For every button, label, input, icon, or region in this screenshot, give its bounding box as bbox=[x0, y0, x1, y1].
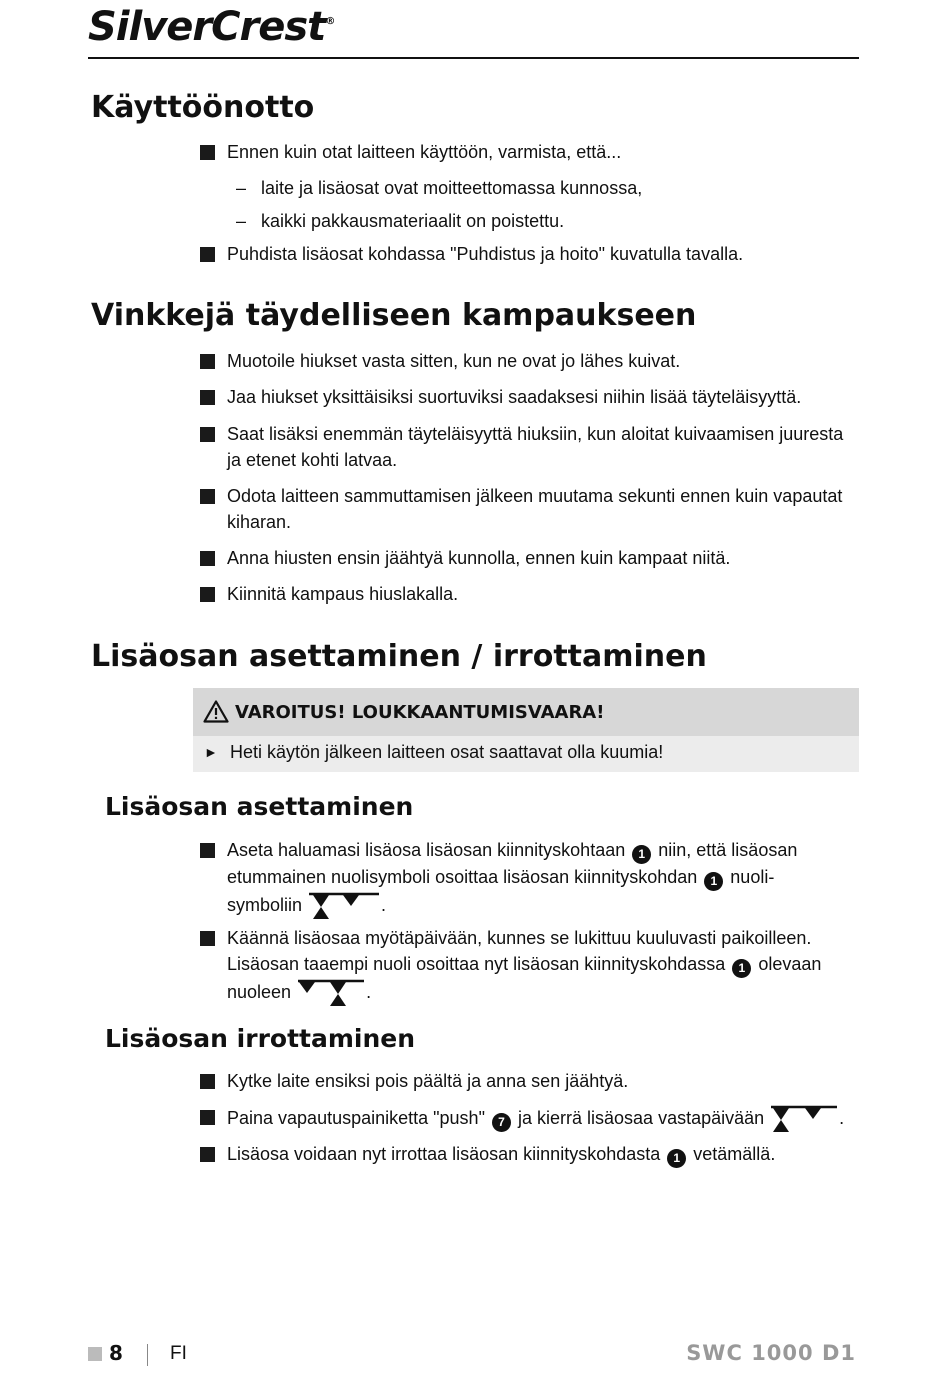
section-title-kayttoonotto: Käyttöönotto bbox=[91, 90, 315, 125]
bullet-square-icon bbox=[200, 843, 215, 858]
list-item: Jaa hiukset yksittäisiksi suortuviksi saadaksesi niihin lisää täyteläisyyttä. bbox=[200, 384, 862, 410]
dash-item: – laite ja lisäosat ovat moitteettomassa kunnossa, bbox=[236, 178, 643, 198]
language-code: FI bbox=[170, 1343, 187, 1364]
ref-number-badge: 1 bbox=[704, 872, 723, 891]
bullet-square-icon bbox=[200, 489, 215, 504]
footer-divider bbox=[147, 1344, 148, 1366]
bullet-square-icon bbox=[200, 1074, 215, 1089]
list-item: Kytke laite ensiksi pois päältä ja anna sen jäähtyä. bbox=[200, 1068, 862, 1094]
list-item: Lisäosa voidaan nyt irrottaa lisäosan kiinnityskohdasta 1 vetämällä. bbox=[200, 1141, 862, 1168]
list-item: Käännä lisäosaa myötäpäivään, kunnes se lukittuu kuuluvasti paikoilleen. Lisäosan taaempi nuoli osoittaa nyt lisäosan kiinnityskohdassa 1 olevaan nuoleen . bbox=[200, 925, 862, 1010]
list-item: Paina vapautuspainiketta "push" 7 ja kierrä lisäosaa vastapäivään . bbox=[200, 1104, 862, 1136]
bullet-square-icon bbox=[200, 551, 215, 566]
bullet-square-icon bbox=[200, 354, 215, 369]
bullet-square-icon bbox=[200, 1110, 215, 1125]
list-item: Saat lisäksi enemmän täyteläisyyttä hiuksiin, kun aloitat kuivaamisen juuresta ja etenet kohti latvaa. bbox=[200, 421, 862, 473]
section-title-lisaosan: Lisäosan asettaminen / irrottaminen bbox=[91, 639, 707, 674]
list-item: Puhdista lisäosat kohdassa "Puhdistus ja hoito" kuvatulla tavalla. bbox=[200, 241, 862, 267]
arrow-symbol-icon bbox=[298, 978, 366, 1010]
bullet-square-icon bbox=[200, 587, 215, 602]
ref-number-badge: 1 bbox=[667, 1149, 686, 1168]
ref-number-badge: 7 bbox=[492, 1113, 511, 1132]
list-item: Kiinnitä kampaus hiuslakalla. bbox=[200, 581, 862, 607]
list-item: Ennen kuin otat laitteen käyttöön, varmista, että... bbox=[200, 139, 862, 165]
model-number: SWC 1000 D1 bbox=[686, 1341, 856, 1365]
warning-triangle-icon bbox=[203, 700, 229, 723]
arrow-symbol-icon bbox=[309, 891, 381, 923]
bullet-square-icon bbox=[200, 247, 215, 262]
section-title-vinkkeja: Vinkkejä täydelliseen kampaukseen bbox=[91, 298, 697, 333]
footer-square-icon bbox=[88, 1347, 102, 1361]
dash-item: – kaikki pakkausmateriaalit on poistettu. bbox=[236, 211, 565, 231]
list-item: Muotoile hiukset vasta sitten, kun ne ovat jo lähes kuivat. bbox=[200, 348, 862, 374]
list-item: Anna hiusten ensin jäähtyä kunnolla, ennen kuin kampaat niitä. bbox=[200, 545, 862, 571]
warning-body: ► Heti käytön jälkeen laitteen osat saattavat olla kuumia! bbox=[193, 736, 859, 772]
list-item: Odota laitteen sammuttamisen jälkeen muutama sekunti ennen kuin vapautat kiharan. bbox=[200, 483, 862, 535]
bullet-square-icon bbox=[200, 145, 215, 160]
bullet-square-icon bbox=[200, 390, 215, 405]
ref-number-badge: 1 bbox=[732, 959, 751, 978]
warning-header: VAROITUS! LOUKKAANTUMISVAARA! bbox=[193, 688, 859, 736]
brand-logo: SilverCrest® bbox=[88, 4, 335, 50]
bullet-square-icon bbox=[200, 427, 215, 442]
bullet-square-icon bbox=[200, 1147, 215, 1162]
list-item: Aseta haluamasi lisäosa lisäosan kiinnityskohtaan 1 niin, että lisäosan etummainen nuolisymboli osoittaa lisäosan kiinnityskohdan 1 nuoli- symboliin . bbox=[200, 837, 862, 923]
bullet-square-icon bbox=[200, 931, 215, 946]
page-number: 8 bbox=[109, 1341, 123, 1365]
arrow-right-icon: ► bbox=[204, 744, 218, 760]
header-rule bbox=[88, 57, 859, 59]
arrow-symbol-icon bbox=[771, 1104, 839, 1136]
ref-number-badge: 1 bbox=[632, 845, 651, 864]
subsection-title-irrottaminen: Lisäosan irrottaminen bbox=[105, 1024, 416, 1053]
subsection-title-asettaminen: Lisäosan asettaminen bbox=[105, 792, 414, 821]
